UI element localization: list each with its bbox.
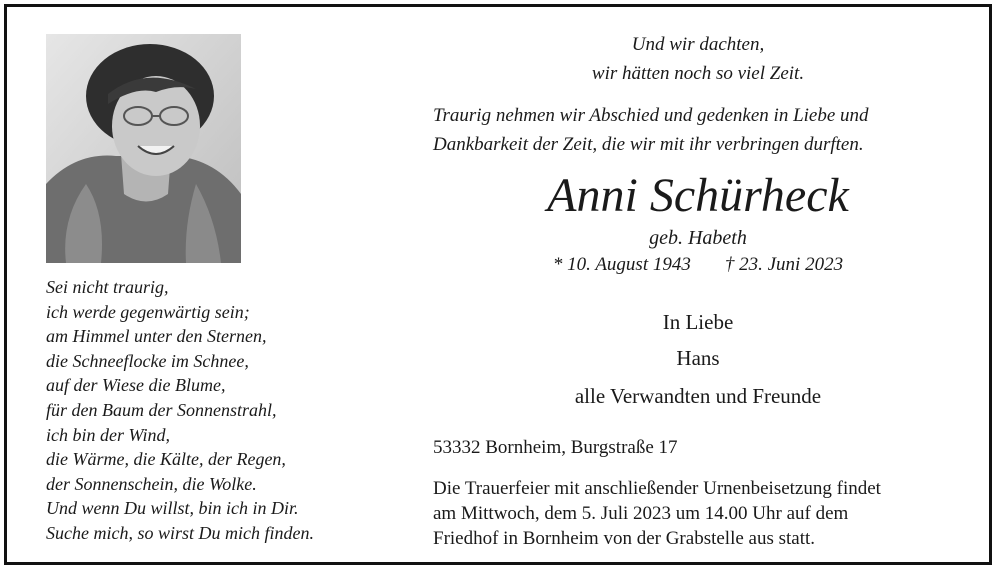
deceased-name: Anni Schürheck bbox=[547, 169, 849, 222]
signature-line-1: In Liebe bbox=[662, 310, 734, 334]
poem-line: auf der Wiese die Blume, bbox=[46, 375, 226, 396]
poem-line: ich bin der Wind, bbox=[46, 424, 170, 445]
intro-text bbox=[433, 101, 869, 159]
death-date: † 23. Juni 2023 bbox=[724, 254, 844, 275]
signature-line-3: alle Verwandten und Freunde bbox=[574, 384, 822, 408]
poem-line: am Himmel unter den Sternen, bbox=[46, 326, 267, 347]
poem-line: Suche mich, so wirst Du mich finden. bbox=[46, 522, 314, 543]
ceremony-info bbox=[433, 476, 881, 551]
poem-line: die Wärme, die Kälte, der Regen, bbox=[46, 449, 286, 470]
intro-line-2: Dankbarkeit der Zeit, die wir mit ihr verbringen durften. bbox=[433, 134, 864, 155]
quote-line-2: wir hätten noch so viel Zeit. bbox=[591, 63, 805, 84]
poem-line: für den Baum der Sonnenstrahl, bbox=[46, 399, 277, 420]
intro-line-1: Traurig nehmen wir Abschied und gedenken in Liebe und bbox=[433, 105, 869, 126]
opening-quote bbox=[420, 30, 976, 88]
poem bbox=[46, 275, 314, 546]
ceremony-line-3: Friedhof in Bornheim von der Grabstelle aus statt. bbox=[433, 528, 816, 549]
poem-line: Sei nicht traurig, bbox=[46, 277, 169, 297]
maiden-name: geb. Habeth bbox=[649, 227, 747, 249]
ceremony-line-2: am Mittwoch, dem 5. Juli 2023 um 14.00 Uhr auf dem bbox=[433, 503, 849, 524]
poem-line: Und wenn Du willst, bin ich in Dir. bbox=[46, 498, 299, 519]
portrait-photo bbox=[46, 34, 241, 263]
address: 53332 Bornheim, Burgstraße 17 bbox=[433, 437, 678, 458]
poem-line: der Sonnenschein, die Wolke. bbox=[46, 473, 257, 494]
quote-line-1: Und wir dachten, bbox=[631, 34, 765, 55]
poem-line: die Schneeflocke im Schnee, bbox=[46, 350, 249, 371]
signature-line-2: Hans bbox=[676, 346, 720, 370]
portrait-image bbox=[46, 34, 241, 263]
poem-line: ich werde gegenwärtig sein; bbox=[46, 301, 250, 322]
ceremony-line-1: Die Trauerfeier mit anschließender Urnenbeisetzung findet bbox=[433, 478, 881, 499]
birth-date: * 10. August 1943 bbox=[552, 254, 691, 275]
life-dates bbox=[420, 252, 976, 278]
